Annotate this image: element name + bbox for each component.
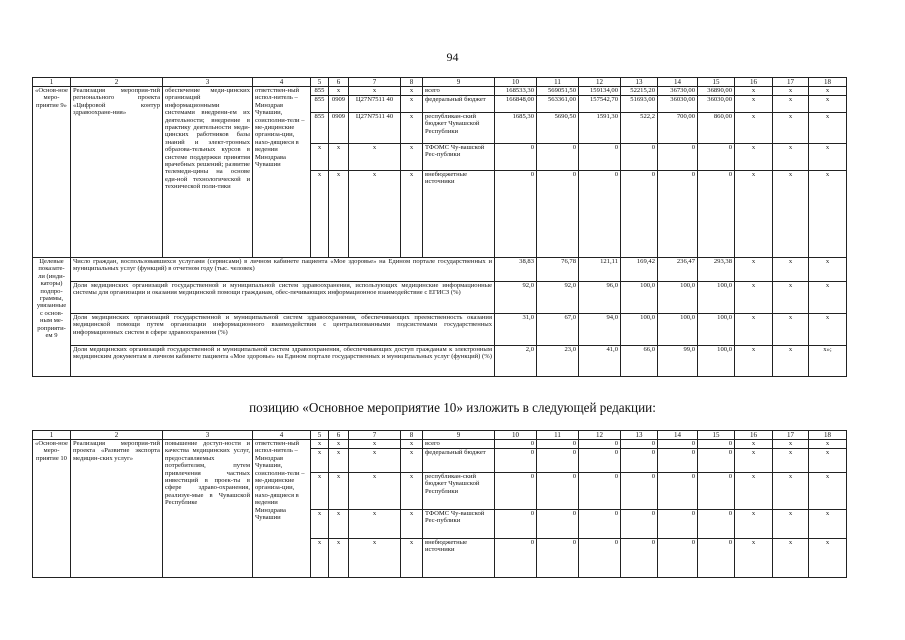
column-number: 13	[621, 78, 658, 87]
amount-cell: 166848,00	[495, 96, 537, 113]
column-number: 6	[329, 431, 349, 440]
amount-cell: 0	[658, 440, 698, 449]
column-number: 4	[253, 78, 311, 87]
funding-source-cell: федеральный бюджет	[423, 449, 495, 473]
amount-cell: 0	[658, 171, 698, 258]
column-number: 14	[658, 78, 698, 87]
column-number: 10	[495, 431, 537, 440]
column-number: 15	[698, 431, 735, 440]
expense-type-cell: х	[401, 144, 423, 171]
indicator-value: 100,0	[658, 314, 698, 346]
responsible-cell: ответствен-ный испол-нитель – Минздрав Чувашии, соисполни-тели – ме-дицинские организа-ции, нахо-дящиеся в ведении Минздрава Чувашии	[253, 440, 311, 578]
indicator-value: 2,0	[495, 346, 537, 377]
amount-cell: 36890,00	[698, 87, 735, 96]
amendment-text: позицию «Основное мероприятие 10» изложить в следующей редакции:	[249, 400, 656, 415]
section-code-cell: х	[329, 171, 349, 258]
indicator-value: х	[809, 258, 847, 282]
amount-cell: х	[809, 449, 847, 473]
amount-cell: 860,00	[698, 113, 735, 144]
amount-cell: х	[773, 144, 809, 171]
amount-cell: 522,2	[621, 113, 658, 144]
amount-cell: 0	[537, 440, 579, 449]
amount-cell: 0	[698, 473, 735, 510]
column-number: 11	[537, 78, 579, 87]
indicator-value: х	[773, 314, 809, 346]
column-number: 15	[698, 78, 735, 87]
amount-cell: х	[809, 87, 847, 96]
indicator-value: 293,38	[698, 258, 735, 282]
amount-cell: 0	[537, 473, 579, 510]
amount-cell: 700,00	[658, 113, 698, 144]
expense-type-cell: х	[401, 171, 423, 258]
indicator-value: 23,0	[537, 346, 579, 377]
indicator-row	[33, 258, 847, 282]
amount-cell: 0	[495, 440, 537, 449]
budget-code-cell: х	[311, 473, 329, 510]
target-code-cell: х	[349, 144, 401, 171]
indicator-value: 169,42	[621, 258, 658, 282]
program-table-1	[32, 77, 847, 377]
activity-cell: «Основ-ное меро-приятие 9»	[33, 87, 71, 258]
amount-cell: х	[735, 87, 773, 96]
funding-row	[33, 440, 847, 449]
amount-cell: 159134,00	[579, 87, 621, 96]
amount-cell: х	[735, 144, 773, 171]
column-number: 7	[349, 431, 401, 440]
target-code-cell: Ц27N7511 40	[349, 96, 401, 113]
amount-cell: х	[773, 510, 809, 539]
amount-cell: 1685,30	[495, 113, 537, 144]
column-number: 8	[401, 431, 423, 440]
indicator-value: 100,0	[658, 282, 698, 314]
target-code-cell: х	[349, 539, 401, 578]
amount-cell: 0	[579, 449, 621, 473]
activity-name-cell: Реализация мероприя-тий проекта «Развитие экспорта медицин-ских услуг»	[71, 440, 163, 578]
column-number: 7	[349, 78, 401, 87]
column-number: 5	[311, 78, 329, 87]
indicator-value: 121,11	[579, 258, 621, 282]
column-number: 2	[71, 78, 163, 87]
expense-type-cell: х	[401, 539, 423, 578]
amount-cell: 569051,50	[537, 87, 579, 96]
target-code-cell: Ц27N7511 40	[349, 113, 401, 144]
amount-cell: 0	[621, 449, 658, 473]
amount-cell: х	[773, 539, 809, 578]
indicator-text: Доля медицинских организаций государственной и муниципальной систем здравоохранения, обеспечивающих доступ гражданам к электронным медицинским документам в личном кабинете пациента «Мое здоровье» на Едином портале государственных и муниципальных услуг (функций) (%)	[71, 346, 495, 377]
expected-result-cell: обеспечение меди-цинских организаций информационными системами внедрени-ем их деятельности; внедрение в практику деятельности меди-цинских работников базы знаний и элект-тронных образова-тельных курсов в системе поддержки принятия врачебных решений; развитие телемеди-цины на основе еди-ной технологической и технической поли-тики	[163, 87, 253, 258]
indicator-row	[33, 314, 847, 346]
amount-cell: 0	[658, 539, 698, 578]
column-number: 16	[735, 431, 773, 440]
amount-cell: 51693,00	[621, 96, 658, 113]
amount-cell: 52215,20	[621, 87, 658, 96]
amount-cell: 0	[495, 510, 537, 539]
activity-cell: «Основ-ное меро-приятие 10	[33, 440, 71, 578]
indicator-value: х	[735, 258, 773, 282]
target-code-cell: х	[349, 440, 401, 449]
target-code-cell: х	[349, 510, 401, 539]
amount-cell: 36030,00	[698, 96, 735, 113]
indicator-value: 99,0	[658, 346, 698, 377]
expense-type-cell: х	[401, 440, 423, 449]
expense-type-cell: х	[401, 473, 423, 510]
indicator-value: 236,47	[658, 258, 698, 282]
funding-source-cell: внебюджетные источники	[423, 171, 495, 258]
amount-cell: 0	[537, 144, 579, 171]
target-code-cell: х	[349, 449, 401, 473]
amount-cell: 0	[537, 171, 579, 258]
column-number: 8	[401, 78, 423, 87]
column-number: 2	[71, 431, 163, 440]
amount-cell: х	[809, 473, 847, 510]
amount-cell: х	[809, 440, 847, 449]
section-code-cell: х	[329, 144, 349, 171]
amount-cell: 0	[658, 449, 698, 473]
amount-cell: 0	[495, 171, 537, 258]
amount-cell: х	[735, 510, 773, 539]
column-number: 10	[495, 78, 537, 87]
indicator-value: 92,0	[537, 282, 579, 314]
expense-type-cell: х	[401, 113, 423, 144]
funding-row	[33, 87, 847, 96]
column-number: 3	[163, 431, 253, 440]
amount-cell: 0	[537, 449, 579, 473]
indicator-value: 31,0	[495, 314, 537, 346]
expense-type-cell: х	[401, 510, 423, 539]
indicator-value: х»;	[809, 346, 847, 377]
section-code-cell: х	[329, 473, 349, 510]
amount-cell: 0	[579, 144, 621, 171]
amount-cell: 0	[698, 144, 735, 171]
indicator-value: х	[735, 282, 773, 314]
indicator-value: 100,0	[621, 282, 658, 314]
target-code-cell: х	[349, 473, 401, 510]
indicator-value: х	[773, 258, 809, 282]
column-number: 11	[537, 431, 579, 440]
amount-cell: х	[735, 171, 773, 258]
amount-cell: х	[773, 440, 809, 449]
indicator-value: 38,83	[495, 258, 537, 282]
column-number: 6	[329, 78, 349, 87]
target-code-cell: х	[349, 171, 401, 258]
amount-cell: 0	[621, 144, 658, 171]
indicator-value: х	[809, 282, 847, 314]
amount-cell: 0	[658, 144, 698, 171]
amount-cell: 5690,50	[537, 113, 579, 144]
column-number: 9	[423, 431, 495, 440]
indicator-value: 66,0	[621, 346, 658, 377]
indicator-value: х	[773, 346, 809, 377]
amount-cell: х	[735, 473, 773, 510]
amount-cell: х	[735, 449, 773, 473]
section-code-cell: х	[329, 440, 349, 449]
funding-source-cell: всего	[423, 440, 495, 449]
program-table-2	[32, 430, 847, 578]
funding-source-cell: ТФОМС Чу-вашской Рес-публики	[423, 510, 495, 539]
column-number: 18	[809, 78, 847, 87]
indicator-value: х	[735, 314, 773, 346]
amount-cell: 0	[495, 144, 537, 171]
amount-cell: х	[773, 449, 809, 473]
amount-cell: 0	[537, 539, 579, 578]
amount-cell: 0	[658, 473, 698, 510]
amount-cell: 0	[495, 473, 537, 510]
indicator-value: 100,0	[698, 346, 735, 377]
page-number: 94	[446, 50, 459, 64]
section-code-cell: х	[329, 539, 349, 578]
target-indicators-label: Целевые показате-ли (инди-каторы) подпро-граммы, увязанные с основ-ным ме-роприяти-ем 9	[33, 258, 71, 377]
column-number: 17	[773, 431, 809, 440]
target-code-cell: х	[349, 87, 401, 96]
column-number: 9	[423, 78, 495, 87]
amount-cell: х	[773, 96, 809, 113]
section-code-cell: х	[329, 87, 349, 96]
section-code-cell: 0909	[329, 113, 349, 144]
indicator-value: 41,0	[579, 346, 621, 377]
indicator-text: Число граждан, воспользовавшихся услугами (сервисами) в личном кабинете пациента «Мое здоровье» на Едином портале государственных и муниципальных услуг (функций) в отчетном году (тыс. человек)	[71, 258, 495, 282]
amount-cell: 0	[579, 171, 621, 258]
amount-cell: 0	[621, 539, 658, 578]
amount-cell: х	[809, 113, 847, 144]
funding-source-cell: ТФОМС Чу-вашской Рес-публики	[423, 144, 495, 171]
budget-code-cell: 855	[311, 96, 329, 113]
amount-cell: 0	[698, 539, 735, 578]
amount-cell: х	[809, 144, 847, 171]
amount-cell: х	[809, 539, 847, 578]
indicator-value: 92,0	[495, 282, 537, 314]
column-number: 3	[163, 78, 253, 87]
indicator-text: Доля медицинских организаций государственной и муниципальной систем здравоохранения, использующих медицинские информационные системы для организации и оказания медицинской помощи гражданам, обес-печивающих информационное взаимодействие с ЕГИСЗ (%)	[71, 282, 495, 314]
funding-source-cell: всего	[423, 87, 495, 96]
amount-cell: 0	[621, 510, 658, 539]
budget-code-cell: х	[311, 171, 329, 258]
column-number: 18	[809, 431, 847, 440]
indicator-value: х	[773, 282, 809, 314]
amount-cell: 0	[579, 440, 621, 449]
responsible-cell: ответствен-ный испол-нитель – Минздрав Чувашии, соисполни-тели – ме-дицинские организа-ции, нахо-дящиеся в ведении Минздрава Чувашии	[253, 87, 311, 258]
column-number: 5	[311, 431, 329, 440]
amount-cell: х	[773, 113, 809, 144]
amount-cell: 0	[698, 510, 735, 539]
indicator-value: 76,78	[537, 258, 579, 282]
amount-cell: х	[773, 171, 809, 258]
indicator-value: х	[735, 346, 773, 377]
amount-cell: х	[773, 473, 809, 510]
amount-cell: 0	[698, 171, 735, 258]
funding-source-cell: внебюджетные источники	[423, 539, 495, 578]
section-code-cell: х	[329, 510, 349, 539]
budget-code-cell: 855	[311, 87, 329, 96]
funding-source-cell: республикан-ский бюджет Чувашской Республики	[423, 113, 495, 144]
amount-cell: 0	[579, 473, 621, 510]
column-number-row	[33, 78, 847, 87]
amount-cell: 36030,00	[658, 96, 698, 113]
amount-cell: 0	[579, 539, 621, 578]
column-number: 13	[621, 431, 658, 440]
expense-type-cell: х	[401, 449, 423, 473]
amount-cell: 0	[621, 440, 658, 449]
column-number: 17	[773, 78, 809, 87]
indicator-value: 67,0	[537, 314, 579, 346]
activity-name-cell: Реализация мероприя-тий регионального проекта «Цифровой контур здравоохране-ния»	[71, 87, 163, 258]
indicator-value: 94,0	[579, 314, 621, 346]
amount-cell: 0	[495, 539, 537, 578]
amount-cell: х	[809, 171, 847, 258]
expense-type-cell: х	[401, 87, 423, 96]
indicator-row	[33, 282, 847, 314]
budget-code-cell: х	[311, 539, 329, 578]
column-number: 14	[658, 431, 698, 440]
indicator-value: х	[809, 314, 847, 346]
amount-cell: х	[735, 440, 773, 449]
amount-cell: 0	[495, 449, 537, 473]
amount-cell: 0	[658, 510, 698, 539]
column-number-row	[33, 431, 847, 440]
column-number: 4	[253, 431, 311, 440]
indicator-row	[33, 346, 847, 377]
funding-source-cell: федеральный бюджет	[423, 96, 495, 113]
amount-cell: х	[735, 539, 773, 578]
amount-cell: 0	[698, 449, 735, 473]
amount-cell: 0	[537, 510, 579, 539]
column-number: 12	[579, 78, 621, 87]
budget-code-cell: х	[311, 144, 329, 171]
expense-type-cell: х	[401, 96, 423, 113]
amount-cell: х	[773, 87, 809, 96]
budget-code-cell: х	[311, 449, 329, 473]
column-number: 12	[579, 431, 621, 440]
budget-code-cell: х	[311, 510, 329, 539]
amount-cell: 0	[621, 171, 658, 258]
amount-cell: 168533,30	[495, 87, 537, 96]
indicator-value: 100,0	[621, 314, 658, 346]
amount-cell: 0	[579, 510, 621, 539]
section-code-cell: х	[329, 449, 349, 473]
amount-cell: 157542,70	[579, 96, 621, 113]
column-number: 1	[33, 431, 71, 440]
amount-cell: х	[735, 113, 773, 144]
amount-cell: х	[735, 96, 773, 113]
column-number: 16	[735, 78, 773, 87]
amount-cell: 1591,30	[579, 113, 621, 144]
indicator-value: 100,0	[698, 314, 735, 346]
amount-cell: 36730,00	[658, 87, 698, 96]
amount-cell: 563361,00	[537, 96, 579, 113]
indicator-value: 100,0	[698, 282, 735, 314]
amount-cell: 0	[621, 473, 658, 510]
indicator-value: 96,0	[579, 282, 621, 314]
amount-cell: 0	[698, 440, 735, 449]
funding-source-cell: республикан-ский бюджет Чувашской Республики	[423, 473, 495, 510]
indicator-text: Доля медицинских организаций государственной и муниципальной систем здравоохранения, обеспечивающих преемственность оказания медицинской помощи путем организации информационного взаимодействия с централизованными подсистемами государственных информационных систем в сфере здравоохранения (%)	[71, 314, 495, 346]
budget-code-cell: 855	[311, 113, 329, 144]
budget-code-cell: х	[311, 440, 329, 449]
section-code-cell: 0909	[329, 96, 349, 113]
expected-result-cell: повышение доступ-ности и качества медицинских услуг, предоставляемых потребителям, путем привлечения частных инвестиций в проек-ты в сфере здраво-охранения, реализуе-мые в Чувашской Республике	[163, 440, 253, 578]
amount-cell: х	[809, 510, 847, 539]
amount-cell: х	[809, 96, 847, 113]
column-number: 1	[33, 78, 71, 87]
